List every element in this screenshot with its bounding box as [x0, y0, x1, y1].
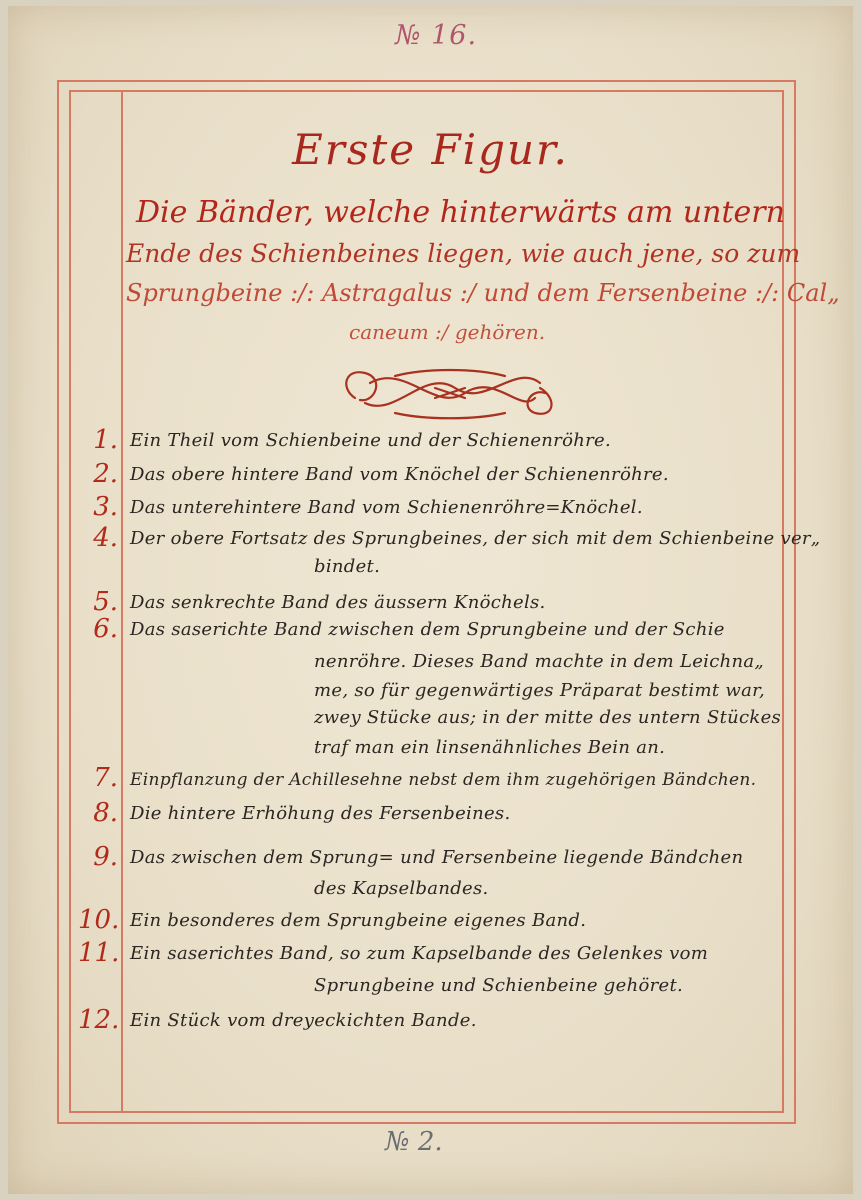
- page-title: Erste Figur.: [292, 125, 569, 174]
- item-text: Ein saserichtes Band, so zum Kapselbande des Gelenkes vom: [130, 943, 709, 964]
- item-number: 12.: [78, 1005, 120, 1035]
- item-text: Ein Theil vom Schienbeine und der Schienenröhre.: [130, 430, 611, 451]
- heading-line: Die Bänder, welche hinterwärts am untern: [136, 195, 785, 230]
- heading-line: caneum :/ gehören.: [349, 320, 546, 344]
- heading-line: Sprungbeine :/: Astragalus :/ und dem Fersenbeine :/: Cal„: [126, 279, 840, 307]
- item-number: 1.: [93, 425, 118, 455]
- margin-rule: [121, 90, 123, 1111]
- heading-line: Ende des Schienbeines liegen, wie auch jene, so zum: [126, 239, 801, 268]
- item-number: 4.: [93, 523, 118, 553]
- item-number: 6.: [93, 614, 118, 644]
- item-text: Sprungbeine und Schienbeine gehöret.: [314, 975, 684, 996]
- item-number: 5.: [93, 587, 118, 617]
- item-text: nenröhre. Dieses Band machte in dem Leichna„: [314, 651, 765, 672]
- item-text: zwey Stücke aus; in der mitte des untern Stückes: [314, 707, 782, 728]
- item-number: 9.: [93, 842, 118, 872]
- item-text: Das senkrechte Band des äussern Knöchels.: [130, 592, 546, 613]
- item-text: Der obere Fortsatz des Sprungbeines, der sich mit dem Schienbeine ver„: [130, 528, 821, 549]
- item-text: des Kapselbandes.: [314, 878, 489, 899]
- item-text: Das saserichte Band zwischen dem Sprungbeine und der Schie: [130, 619, 725, 640]
- item-text: Ein Stück vom dreyeckichten Bande.: [130, 1010, 477, 1031]
- page-number-bottom: № 2.: [385, 1127, 443, 1157]
- item-text: Das unterehintere Band vom Schienenröhre=Knöchel.: [130, 497, 643, 518]
- item-text: Das zwischen dem Sprung= und Fersenbeine liegende Bändchen: [130, 847, 744, 868]
- item-text: Das obere hintere Band vom Knöchel der Schienenröhre.: [130, 464, 669, 485]
- item-text: Ein besonderes dem Sprungbeine eigenes Band.: [130, 910, 587, 931]
- page-number-top: № 16.: [395, 20, 478, 51]
- item-text: me, so für gegenwärtiges Präparat bestimt war,: [314, 680, 766, 701]
- item-number: 11.: [78, 938, 120, 968]
- item-text: traf man ein linsenähnliches Bein an.: [314, 737, 666, 758]
- item-number: 2.: [93, 459, 118, 489]
- item-number: 8.: [93, 798, 118, 828]
- item-text: Die hintere Erhöhung des Fersenbeines.: [130, 803, 511, 824]
- item-number: 10.: [78, 905, 120, 935]
- item-text: Einpflanzung der Achillesehne nebst dem ihm zugehörigen Bändchen.: [130, 770, 757, 790]
- item-number: 3.: [93, 492, 118, 522]
- calligraphic-flourish-ornament: [335, 358, 565, 428]
- item-number: 7.: [93, 763, 118, 793]
- item-text: bindet.: [314, 556, 381, 577]
